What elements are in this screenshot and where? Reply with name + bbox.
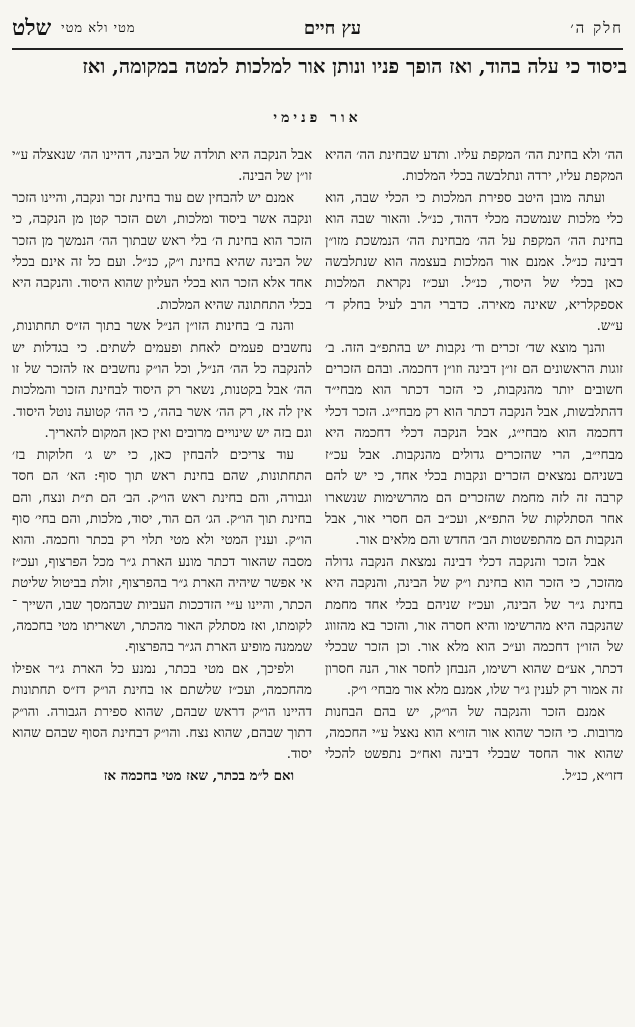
paragraph: אמנם הזכר והנקבה של הו״ק, יש בהם הבחנות מרובות. כי הזכר שהוא אור הזו״א הוא נאצל ע״י החכמה, שהוא אור החסד שבכלי דבינה ואח״כ נתפשט להכלי דזו״א, כנ״ל.	[325, 704, 623, 784]
paragraph: ולפיכך, אם מטי בכתר, נמנע כל הארת ג״ר אפילו מהחכמה, ועכ״ז שלשתם או בחינת הו״ק דז״ס תחתונות דהיינו הו״ק דראש שבהם, שהוא ספירת הגבורה. והו״ק דתוך שבהם, שהוא נצח. והו״ק דבחינת הסוף שבהם שהוא יסוד.	[12, 661, 312, 763]
page-number: שלט	[12, 15, 52, 41]
continuation-line: ביסוד כי עלה בהוד, ואז הופך פניו ונותן אור למלכות למטה במקומה, ואז	[82, 55, 627, 78]
paragraph: עוד צריכים להבחין כאן, כי יש ג׳ חלוקות בז׳ התחתונות, שהם בחינת ראש תוך סוף: הא׳ הם חסד וגבורה, והם בחינת ראש הו״ק. הב׳ הם ת״ת ונצח, והם בחינת תוך הו״ק. הג׳ הם הוד, יסוד, מלכות, והם בחי׳ סוף הו״ק. וענין המטי ולא מטי תלוי רק בכתר וחכמה. והוא מסבה שהאור דכתר מונע הארת ג״ר מכל הפרצוף, ועכ״ז אי אפשר שיהיה הארת ג״ר בהפרצוף, זולת בביטול שליטת הכתר, והיינו ע״י הזדככות העביות שבהמסך שבו, השייך ־לקומתו, ואז מסתלק האור מהכתר, ושאריתו מטי בחכמה, שממנה מופיע הארת הג״ר בהפרצוף.	[12, 447, 312, 656]
running-head: מטי ולא מטי	[61, 21, 136, 36]
paragraph: אבל הזכר והנקבה דכלי דבינה נמצאת הנקבה גדולה מהזכר, כי הזכר הוא בחינת ו״ק של הבינה, והנקבה היא בחינת ג״ר של הבינה, ועכ״ז שניהם בכלי אחד מחמת שהנקבה היא מהרשימו והיא חסרה אור, והזכר בא מהזווג של הזו״ן דחכמה וע״כ הוא מלא אור. וכן הזכר שבכלי דכתר, אע״ם שהוא רשימו, הנבחן לחסר אור, הנה חסרון זה אמור רק לענין ג״ר שלו, אמנם מלא אור מבחי׳ ו״ק.	[325, 554, 623, 699]
left-column	[12, 145, 312, 1019]
page-header	[12, 8, 623, 50]
paragraph: ועתה מובן היטב ספירת המלכות כי הכלי שבה, הוא כלי מלכות שנמשכה מכלי דהוד, כנ״ל. והאור שבה הוא בחינת הה׳ המקפת על הה׳ מבחינת הה׳ הנמשכת מזו״ן דבינה כנ״ל. אמנם אור המלכות בעצמה הוא שנתלבשה כאן בכלי של היסוד, כנ״ל. ועכ״ז נקראת המלכות אספקלריא, שאינה מאירה. כדברי הרב לעיל בחלק ד׳ ע״ש.	[325, 190, 623, 335]
paragraph: ואם ל״מ בכתר, שאז מטי בחכמה אז	[103, 767, 294, 784]
paragraph: אמנם יש להבחין שם עוד בחינת זכר ונקבה, והיינו הזכר ונקבה אשר ביסוד ומלכות, ושם הזכר קטן מן הנקבה, כי הזכר הוא בחינת ה׳ בלי ראש שבתוך הה׳ הנמשך מן הזכר של הבינה שהיא בחינת ו״ק, כנ״ל. ועם כל זה אינם בכלי אחד אלא הזכר הוא בכלי העליון שהוא היסוד. והנקבה היא בכלי התחתונה שהיא המלכות.	[12, 190, 312, 313]
book-title: עץ חיים	[303, 17, 362, 39]
right-column	[325, 145, 623, 1019]
section-title: אור פנימי	[273, 110, 362, 126]
paragraph: והנה ב׳ בחינות הזו״ן הנ״ל אשר בתוך הז״ס תחתונות, נחשבים פעמים לאחת ופעמים לשתים. כי בגדלות יש להנקבה כל הה׳ הנ״ל, וכל הו״ק נחשבים אז להזכר של זו הה׳ אבל בקטנות, נשאר רק היסוד לבחינת הזכר והמלכות אין לה אז, רק הה׳ אשר בהה׳, כי הה׳ קטועה נוטל היסוד. וגם בזה יש שינויים מרובים ואין כאן המקום להאריך.	[12, 319, 312, 442]
paragraph: והנך מוצא שד׳ זכרים וד׳ נקבות יש בהתפ״ב הזה. ב׳ זוגות הראשונים הם זו״ן דבינה וזו״ן דחכמה. ובהם הזכרים חשובים יותר מהנקבות, כי הזכר דכתר הוא מבחי״ד דהתלבשות, אבל הנקבה דכתר הוא רק מבחי״ג. הזכר דכלי דחכמה הוא מבחי״ג, אבל הנקבה דכלי דחכמה היא מבחי״ב, הרי שהזכרים גדולים מהנקבות. אבל עכ״ז בשניהם נמצאים הזכרים ונקבות בכלי אחד, כי יש להם קרבה זה לזה מחמת שהזכרים הם מהרשימות שנשארו אחר הסתלקות של התפ״א, ועכ״ב הם חסרי אור, אבל הנקבות הם מהתפשטות הב׳ החדש והם מלאים אור.	[325, 340, 623, 549]
part-label: חלק ה׳	[570, 18, 623, 37]
header-left-group	[12, 15, 162, 41]
paragraph: אבל הנקבה היא תולדה של הבינה, דהיינו הה׳ שנאצלה ע״י זו״ן של הבינה.	[12, 148, 312, 185]
paragraph: הה׳ ולא בחינת הה׳ המקפת עליו. ותדע שבחינת הה׳ ההיא המקפת עליו, ירדה ונתלבשה בכלי המלכות.	[325, 148, 623, 185]
